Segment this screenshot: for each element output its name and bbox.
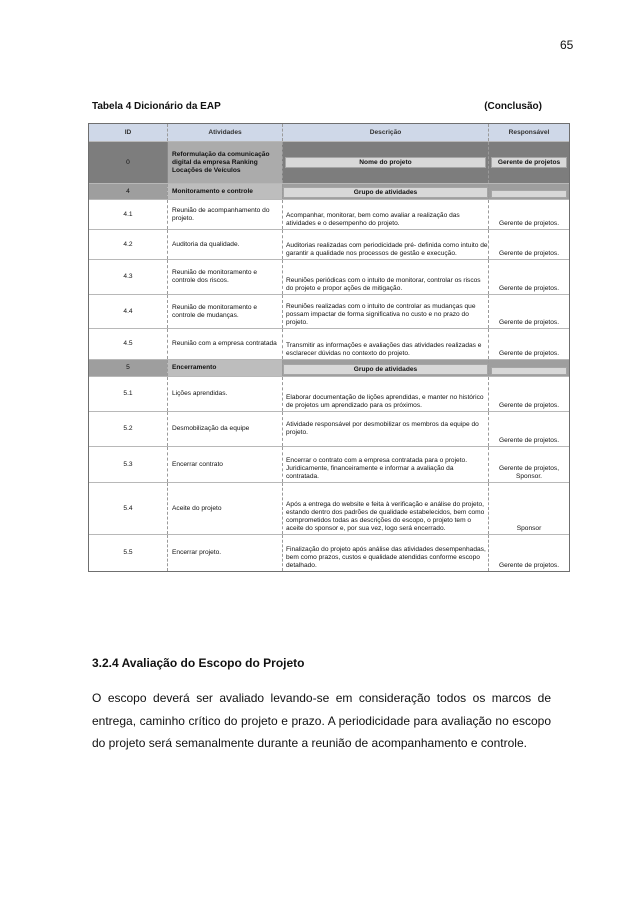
cell-responsible: Gerente de projetos. (488, 200, 569, 229)
cell-responsible: Sponsor (488, 483, 569, 534)
table-caption-note: (Conclusão) (484, 101, 542, 112)
table-caption: Tabela 4 Dicionário da EAP (92, 101, 221, 112)
cell-id: 4.3 (123, 273, 133, 280)
table-row (89, 229, 569, 259)
cell-description: Transmitir as informações e avaliações das atividades realizadas e esclarecer dúvidas no contexto do projeto. (282, 329, 488, 359)
body-paragraph: O escopo deverá ser avaliado levando-se em consideração todos os marcos de entrega, caminho crítico do projeto e prazo. A periodicidade para avaliação no escopo do projeto será semanalmente durante a reunião de acompanhamento e controle. (92, 691, 551, 750)
cell-activity: Reunião com a empresa contratada (167, 329, 282, 359)
section-heading: 3.2.4 Avaliação do Escopo do Projeto (92, 656, 305, 670)
cell-activity: Aceite do projeto (167, 483, 282, 534)
cell-id: 5.3 (123, 460, 133, 468)
cell-responsible-chip: Gerente de projetos (491, 157, 567, 168)
cell-responsible: Gerente de projetos, Sponsor. (488, 447, 569, 482)
cell-id: 5.5 (123, 549, 133, 556)
table-caption-row (92, 101, 542, 115)
cell-responsible-chip (491, 190, 567, 198)
table-header-row (89, 124, 569, 141)
cell-responsible: Gerente de projetos. (488, 377, 569, 411)
cell-description: Atividade responsável por desmobilizar os membros da equipe do projeto. (282, 412, 488, 446)
table-row-group-4 (89, 183, 569, 199)
cell-id: 0 (126, 158, 130, 166)
table-row-group-5 (89, 359, 569, 376)
cell-id: 4.2 (123, 240, 133, 248)
cell-responsible: Gerente de projetos. (488, 329, 569, 359)
cell-id: 4 (126, 187, 130, 195)
cell-description (282, 184, 488, 199)
table-row (89, 328, 569, 359)
header-responsible: Responsável (488, 124, 569, 141)
header-description: Descrição (282, 124, 488, 141)
cell-id: 4.5 (123, 340, 133, 347)
table-row (89, 259, 569, 294)
header-id: ID (124, 128, 132, 136)
table-row-project (89, 141, 569, 183)
cell-id: 5.2 (123, 425, 133, 432)
cell-description-chip: Nome do projeto (285, 157, 486, 168)
table-row (89, 534, 569, 571)
cell-activity: Encerramento (167, 360, 282, 376)
cell-activity: Reunião de monitoramento e controle dos riscos. (167, 260, 282, 294)
cell-description (282, 360, 488, 376)
page-number: 65 (560, 38, 574, 52)
cell-description: Reuniões realizadas com o intuito de controlar as mudanças que possam impactar de forma significativa no custo e no prazo do projeto. (282, 295, 488, 328)
header-activities: Atividades (167, 124, 282, 141)
cell-activity: Encerrar projeto. (167, 535, 282, 571)
cell-description: Finalização do projeto após análise das atividades desempenhadas, bem como prazos, custos e qualidade atendidas conforme escopo detalhado. (282, 535, 488, 571)
cell-responsible: Gerente de projetos. (488, 230, 569, 259)
cell-responsible: Gerente de projetos. (488, 412, 569, 446)
table-row (89, 199, 569, 229)
table-row (89, 376, 569, 411)
cell-description: Elaborar documentação de lições aprendidas, e manter no histórico de projetos um aprendizado para os próximos. (282, 377, 488, 411)
cell-activity: Reunião de monitoramento e controle de mudanças. (167, 295, 282, 328)
cell-description-chip: Grupo de atividades (283, 187, 488, 198)
cell-id: 5 (126, 364, 130, 371)
cell-id: 4.4 (123, 307, 133, 315)
table-row (89, 411, 569, 446)
cell-id: 5.1 (123, 390, 133, 397)
cell-activity: Monitoramento e controle (167, 184, 282, 199)
table-row (89, 446, 569, 482)
cell-responsible (488, 184, 569, 199)
cell-description: Acompanhar, monitorar, bem como avaliar a realização das atividades e o desempenho do projeto. (282, 200, 488, 229)
table-row (89, 294, 569, 328)
cell-activity: Lições aprendidas. (167, 377, 282, 411)
cell-activity: Reformulação da comunicação digital da empresa Ranking Locações de Veículos (167, 142, 282, 183)
cell-id: 4.1 (123, 210, 133, 218)
table-row (89, 482, 569, 534)
cell-description: Encerrar o contrato com a empresa contratada para o projeto. Juridicamente, financeiramente e informar a avaliação da contratada. (282, 447, 488, 482)
cell-responsible (488, 360, 569, 376)
cell-responsible: Gerente de projetos. (488, 295, 569, 328)
cell-responsible (488, 142, 569, 183)
cell-activity: Auditoria da qualidade. (167, 230, 282, 259)
cell-description: Após a entrega do website e feita à verificação e análise do projeto, estando dentro dos padrões de qualidade estabelecidos, bem como comprometidos todas as descrições do escopo, o projeto tem o aceite do sponsor e, por sua vez, logo será encerrado. (282, 483, 488, 534)
cell-responsible-chip (491, 367, 567, 375)
cell-responsible: Gerente de projetos. (488, 535, 569, 571)
cell-description-chip: Grupo de atividades (283, 364, 488, 375)
cell-responsible: Gerente de projetos. (488, 260, 569, 294)
cell-description: Reuniões periódicas com o intuito de monitorar, controlar os riscos do projeto e propor ações de mitigação. (282, 260, 488, 294)
cell-id: 5.4 (123, 504, 133, 512)
cell-description (282, 142, 488, 183)
cell-activity: Desmobilização da equipe (167, 412, 282, 446)
eap-dictionary-table (88, 123, 570, 572)
cell-description: Auditorias realizadas com periodicidade pré- definida como intuito de garantir a qualidade nos processos de gestão e execução. (282, 230, 488, 259)
cell-activity: Reunião de acompanhamento do projeto. (167, 200, 282, 229)
cell-activity: Encerrar contrato (167, 447, 282, 482)
